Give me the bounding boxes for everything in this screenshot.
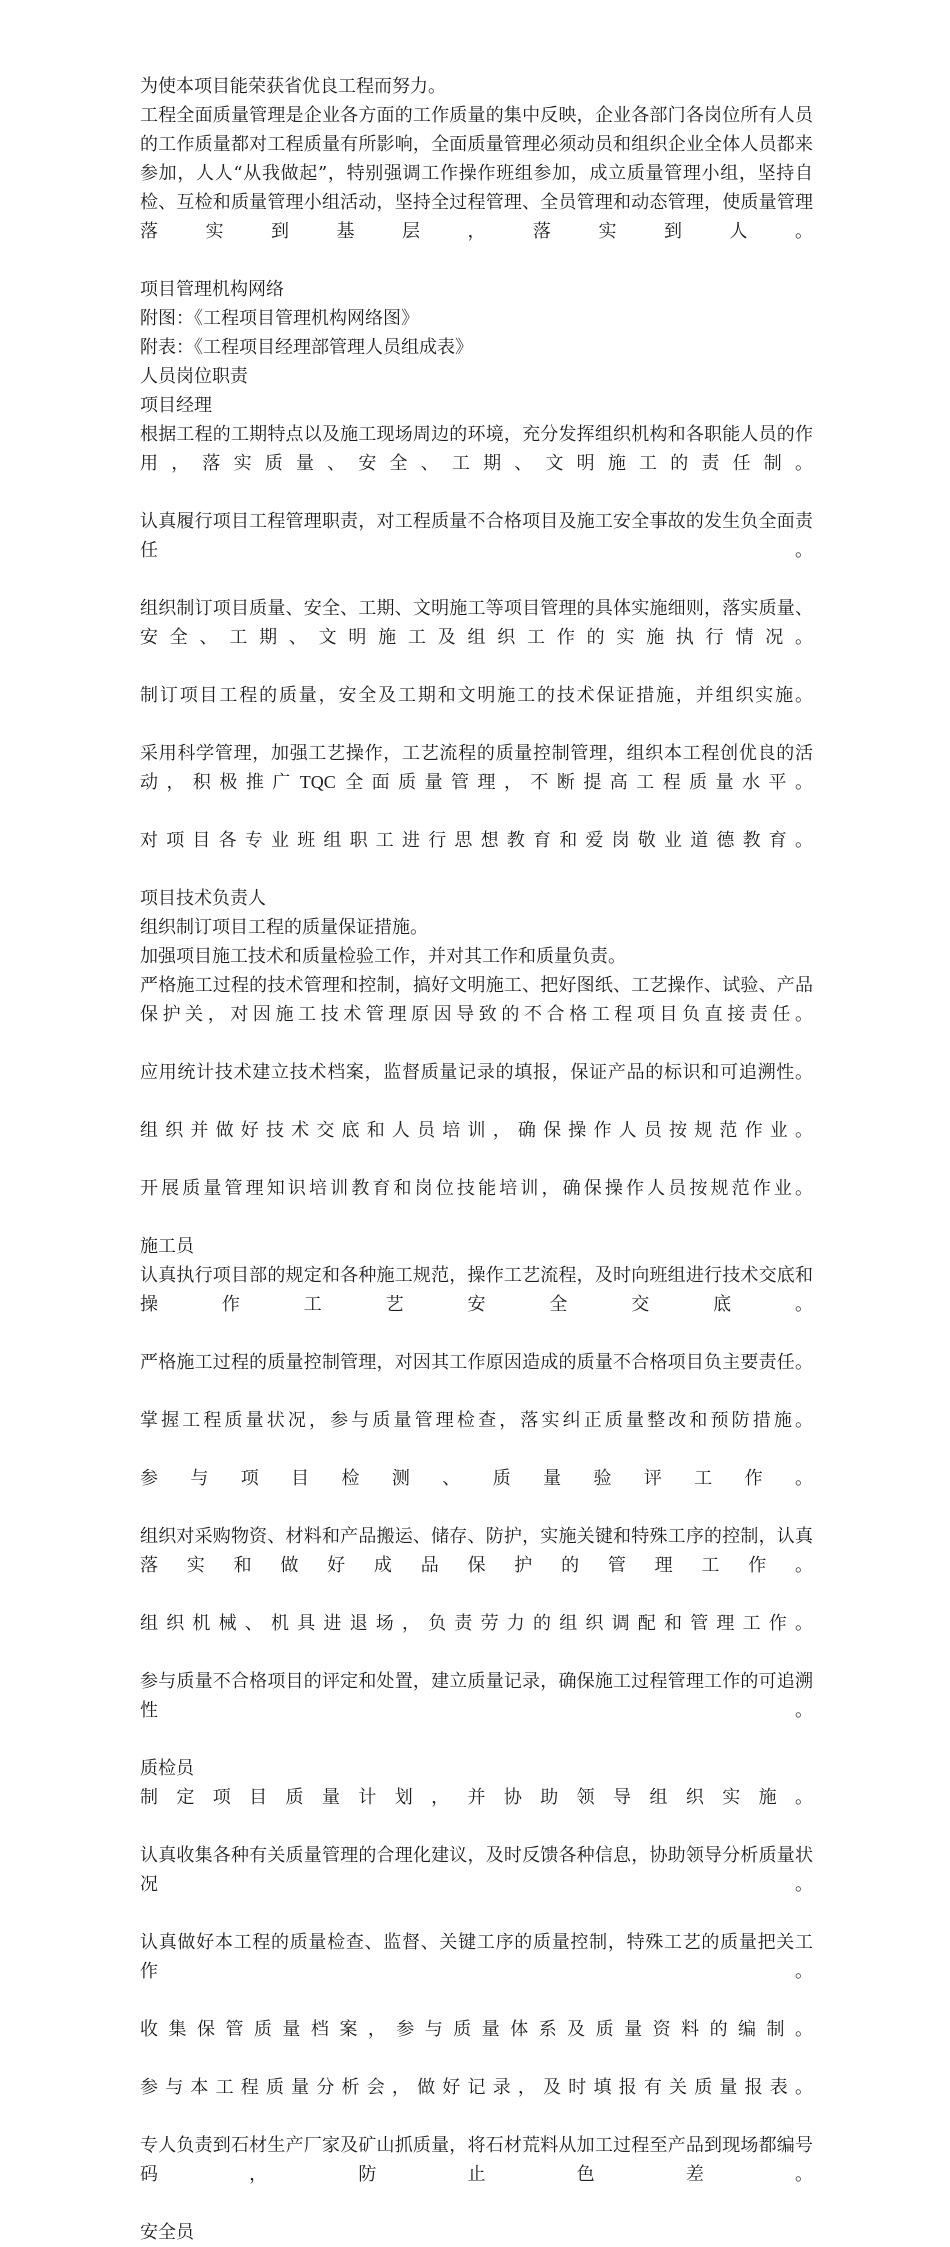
paragraph: 严格施工过程的质量控制管理，对因其工作原因造成的质量不合格项目负主要责任。 bbox=[140, 1352, 813, 1373]
paragraph: 人员岗位职责 bbox=[140, 366, 248, 387]
paragraph: 施工员 bbox=[140, 1236, 194, 1257]
paragraph: 专人负责到石材生产厂家及矿山抓质量，将石材荒料从加工过程至产品到现场都编号码，防止色差。 bbox=[140, 2135, 813, 2185]
paragraph: 为使本项目能荣获省优良工程而努力。 bbox=[140, 76, 446, 97]
paragraph: 认真履行项目工程管理职责，对工程质量不合格项目及施工安全事故的发生负全面责任。 bbox=[140, 511, 813, 561]
paragraph: 安全员 bbox=[140, 2222, 194, 2243]
paragraph: 制定项目质量计划，并协助领导组织实施。 bbox=[140, 1787, 813, 1808]
paragraph-text-after: 全面质量管理，不断提高工程质量水平。 bbox=[336, 772, 813, 793]
paragraph: 认真收集各种有关质量管理的合理化建议，及时反馈各种信息，协助领导分析质量状况。 bbox=[140, 1845, 813, 1895]
paragraph: 质检员 bbox=[140, 1758, 194, 1779]
paragraph: 附图：《工程项目管理机构网络图》 bbox=[140, 308, 419, 329]
paragraph: 认真执行项目部的规定和各种施工规范，操作工艺流程，及时向班组进行技术交底和操作工艺安全交底。 bbox=[140, 1265, 813, 1315]
paragraph: 项目经理 bbox=[140, 395, 212, 416]
paragraph: 应用统计技术建立技术档案，监督质量记录的填报，保证产品的标识和可追溯性。 bbox=[140, 1062, 813, 1083]
paragraph: 项目管理机构网络 bbox=[140, 279, 284, 300]
paragraph: 参与质量不合格项目的评定和处置，建立质量记录，确保施工过程管理工作的可追溯性。 bbox=[140, 1671, 813, 1721]
paragraph: 收集保管质量档案，参与质量体系及质量资料的编制。 bbox=[140, 2019, 813, 2040]
paragraph: 组织制订项目工程的质量保证措施。 bbox=[140, 917, 428, 938]
paragraph-text-before: 采用科学管理，加强工艺操作，工艺流程的质量控制管理，组织本工程创优良的活动，积极推广 bbox=[140, 743, 813, 793]
paragraph: 制订项目工程的质量，安全及工期和文明施工的技术保证措施，并组织实施。 bbox=[140, 685, 813, 706]
paragraph: 掌握工程质量状况，参与质量管理检查，落实纠正质量整改和预防措施。 bbox=[140, 1410, 813, 1431]
paragraph: 工程全面质量管理是企业各方面的工作质量的集中反映，企业各部门各岗位所有人员的工作质量都对工程质量有所影响，全面质量管理必须动员和组织企业全体人员都来参加，人人“从我做起”，特别强调工作操作班组参加，成立质量管理小组，坚持自检、互检和质量管理小组活动，坚持全过程管理、全员管理和动态管理，使质量管理落实到基层，落实到人。 bbox=[140, 105, 813, 242]
paragraph: 加强项目施工技术和质量检验工作，并对其工作和质量负责。 bbox=[140, 946, 626, 967]
paragraph: 严格施工过程的技术管理和控制，搞好文明施工、把好图纸、工艺操作、试验、产品保护关，对因施工技术管理原因导致的不合格工程项目负直接责任。 bbox=[140, 975, 813, 1025]
paragraph: 参与本工程质量分析会，做好记录，及时填报有关质量报表。 bbox=[140, 2077, 813, 2098]
paragraph: 组织对采购物资、材料和产品搬运、储存、防护，实施关键和特殊工序的控制，认真落实和做好成品保护的管理工作。 bbox=[140, 1526, 813, 1576]
paragraph: 组织制订项目质量、安全、工期、文明施工等项目管理的具体实施细则，落实质量、安全、工期、文明施工及组织工作的实施执行情况。 bbox=[140, 598, 813, 648]
paragraph: 组织机械、机具进退场，负责劳力的组织调配和管理工作。 bbox=[140, 1613, 813, 1634]
paragraph: 参与项目检测、质量验评工作。 bbox=[140, 1468, 813, 1489]
acronym-tqc: TQC bbox=[299, 772, 336, 792]
paragraph: 对项目各专业班组职工进行思想教育和爱岗敬业道德教育。 bbox=[140, 830, 813, 851]
paragraph: 组织并做好技术交底和人员培训，确保操作人员按规范作业。 bbox=[140, 1120, 813, 1141]
document-text-body bbox=[140, 72, 813, 2247]
paragraph: 附表：《工程项目经理部管理人员组成表》 bbox=[140, 337, 473, 358]
paragraph: 认真做好本工程的质量检查、监督、关键工序的质量控制，特殊工艺的质量把关工作。 bbox=[140, 1932, 813, 1982]
paragraph: 根据工程的工期特点以及施工现场周边的环境，充分发挥组织机构和各职能人员的作用，落实质量、安全、工期、文明施工的责任制。 bbox=[140, 424, 813, 474]
paragraph bbox=[140, 739, 813, 826]
paragraph: 开展质量管理知识培训教育和岗位技能培训，确保操作人员按规范作业。 bbox=[140, 1178, 813, 1199]
paragraph: 项目技术负责人 bbox=[140, 888, 266, 909]
